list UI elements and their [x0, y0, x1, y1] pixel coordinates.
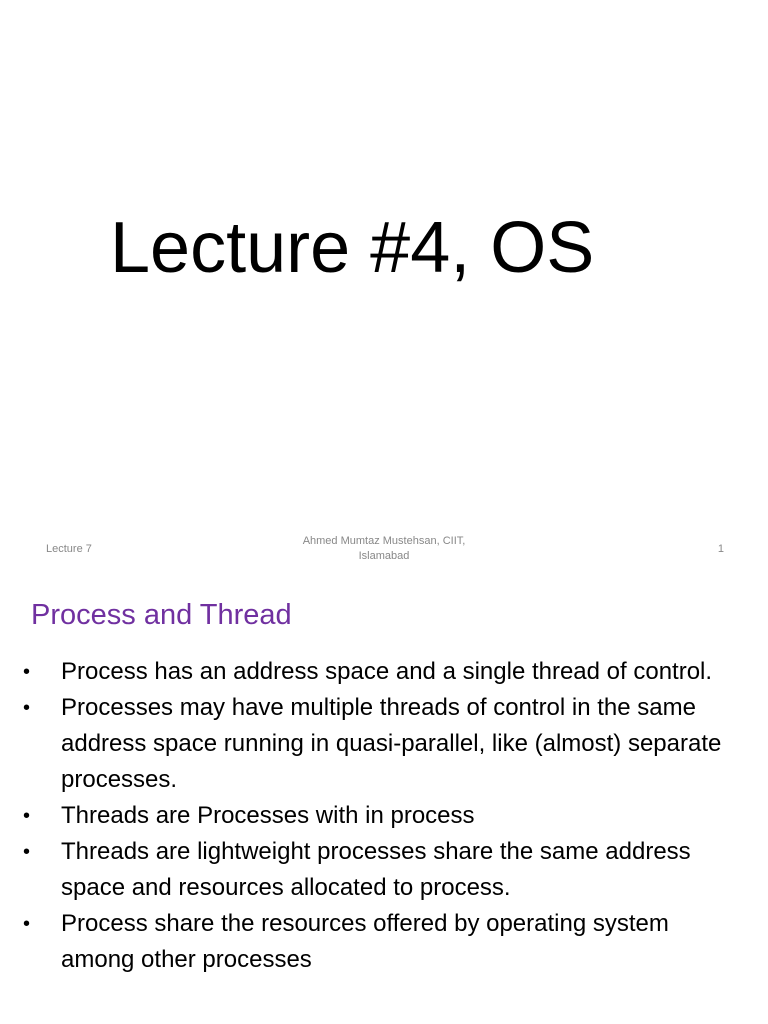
bullet-text: Threads are Processes with in process: [61, 802, 475, 829]
bullet-text: Threads are lightweight processes share the same address space and resources allocated to process.: [61, 838, 691, 901]
bullet-text: Processes may have multiple threads of control in the same address space running in quasi-parallel, like (almost) separate processes.: [61, 694, 722, 793]
bullet-item: [20, 654, 735, 690]
bullet-item: [20, 834, 735, 906]
bullet-marker: •: [23, 661, 31, 683]
bullet-marker: •: [23, 805, 31, 827]
bullet-marker: •: [23, 697, 31, 719]
bullet-item: [20, 906, 735, 978]
footer-lecture-label: Lecture 7: [46, 543, 92, 555]
bullet-item: [20, 690, 735, 798]
bullet-text: Process share the resources offered by operating system among other processes: [61, 910, 669, 973]
slide-title: Lecture #4, OS: [110, 208, 595, 288]
footer-author-line-2: Islamabad: [358, 550, 410, 562]
slide-2: [0, 576, 768, 1024]
slide-title: Process and Thread: [31, 599, 292, 631]
bullet-marker: •: [23, 913, 31, 935]
bullet-marker: •: [23, 841, 31, 863]
bullet-list: [20, 654, 735, 978]
footer-page-number: 1: [717, 543, 724, 555]
footer-author: [284, 534, 484, 564]
bullet-item: [20, 798, 735, 834]
bullet-text: Process has an address space and a single thread of control.: [61, 658, 713, 685]
footer-author-line-1: Ahmed Mumtaz Mustehsan, CIIT,: [302, 535, 466, 547]
